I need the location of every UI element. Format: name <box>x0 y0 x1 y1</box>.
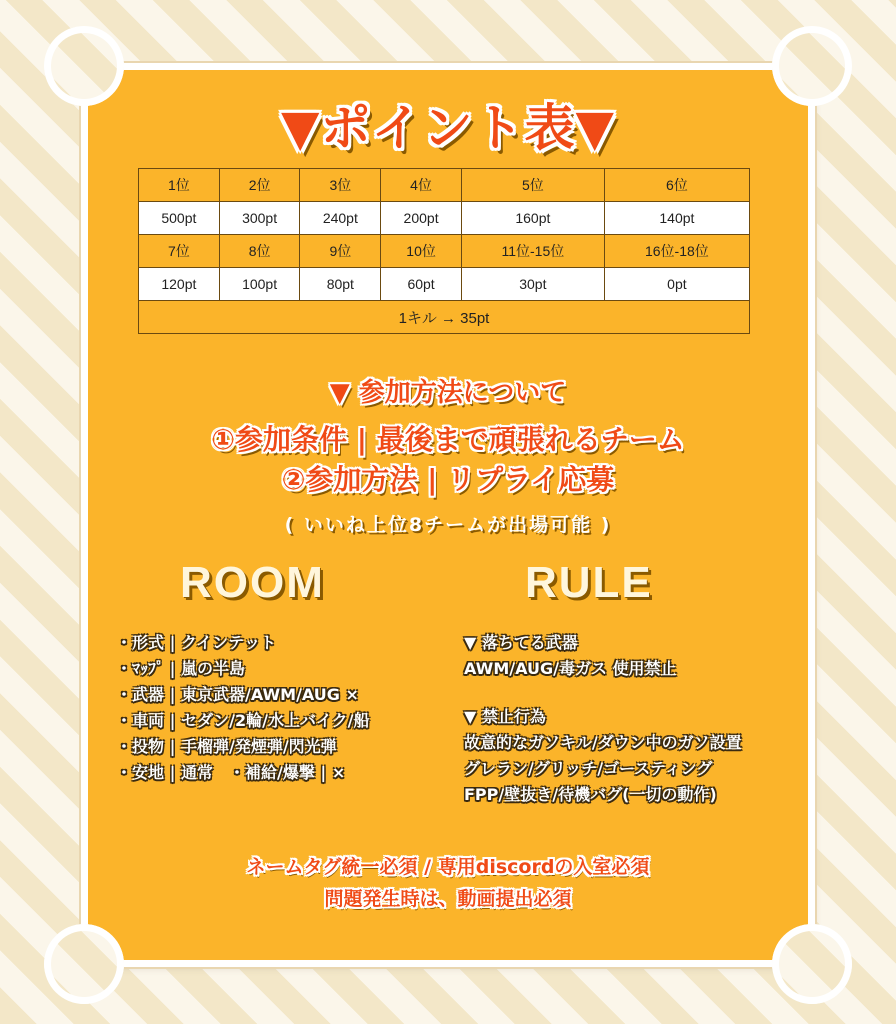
rank-cell: 8位 <box>219 235 300 268</box>
table-row <box>139 169 750 202</box>
rank-cell: 9位 <box>300 235 381 268</box>
table-row <box>139 268 750 301</box>
list-item: ・ﾏｯﾌﾟ | 嵐の半島 <box>116 659 245 678</box>
points-cell: 100pt <box>219 268 300 301</box>
list-item: グレラン/グリッチ/ゴースティング <box>464 759 713 778</box>
points-cell: 300pt <box>219 202 300 235</box>
rank-cell: 7位 <box>139 235 220 268</box>
list-item: ・形式 | クインテット <box>116 633 277 652</box>
room-list <box>116 630 370 786</box>
card-corner <box>44 924 124 1004</box>
footer-line-2: 問題発生時は、動画提出必須 <box>324 888 572 910</box>
points-cell: 0pt <box>604 268 749 301</box>
rule-heading: RULE <box>525 558 653 607</box>
list-item: ・車両 | セダン/2輪/水上バイク/船 <box>116 711 370 730</box>
table-row <box>139 202 750 235</box>
list-item: FPP/壁抜き/待機バグ(一切の動作) <box>464 785 717 804</box>
table-row <box>139 235 750 268</box>
participation-method: ②参加方法 | リプライ応募 <box>281 463 615 496</box>
points-cell: 120pt <box>139 268 220 301</box>
rank-cell: 6位 <box>604 169 749 202</box>
participation-heading: ▼ 参加方法について <box>329 378 567 408</box>
kill-points-cell: 1キル → 35pt <box>139 301 750 334</box>
rank-cell: 5位 <box>461 169 604 202</box>
points-cell: 240pt <box>300 202 381 235</box>
points-cell: 200pt <box>381 202 462 235</box>
points-cell: 80pt <box>300 268 381 301</box>
list-item: 故意的なガソキル/ダウン中のガソ設置 <box>464 733 742 752</box>
banned-heading: ▼ 禁止行為 <box>464 707 546 726</box>
table-row <box>139 301 750 334</box>
participation-note: ( いいね上位8チームが出場可能 ) <box>284 514 612 536</box>
points-cell: 160pt <box>461 202 604 235</box>
points-cell: 30pt <box>461 268 604 301</box>
list-item: ・投物 | 手榴弾/発煙弾/閃光弾 <box>116 737 337 756</box>
rank-cell: 3位 <box>300 169 381 202</box>
points-cell: 60pt <box>381 268 462 301</box>
rank-cell: 11位-15位 <box>461 235 604 268</box>
dropped-weapons-text: AWM/AUG/毒ガス 使用禁止 <box>464 659 677 678</box>
points-cell: 140pt <box>604 202 749 235</box>
points-cell: 500pt <box>139 202 220 235</box>
points-table <box>138 168 750 334</box>
rank-cell: 10位 <box>381 235 462 268</box>
list-item: ・安地 | 通常 ・補給/爆撃 | × <box>116 763 346 782</box>
page-title: ▼ポイント表▼ <box>281 99 615 157</box>
spacer <box>464 682 742 704</box>
room-heading: ROOM <box>180 558 325 607</box>
dropped-weapons-heading: ▼ 落ちてる武器 <box>464 633 578 652</box>
participation-condition: ①参加条件 | 最後まで頑張れるチーム <box>211 423 685 456</box>
footer-line-1: ネームタグ統一必須 / 専用discordの入室必須 <box>246 856 650 878</box>
rank-cell: 1位 <box>139 169 220 202</box>
list-item: ・武器 | 東京武器/AWM/AUG × <box>116 685 359 704</box>
rule-list <box>464 630 742 808</box>
rank-cell: 2位 <box>219 169 300 202</box>
card-corner <box>772 924 852 1004</box>
rank-cell: 4位 <box>381 169 462 202</box>
rules-card <box>88 70 808 960</box>
rank-cell: 16位-18位 <box>604 235 749 268</box>
